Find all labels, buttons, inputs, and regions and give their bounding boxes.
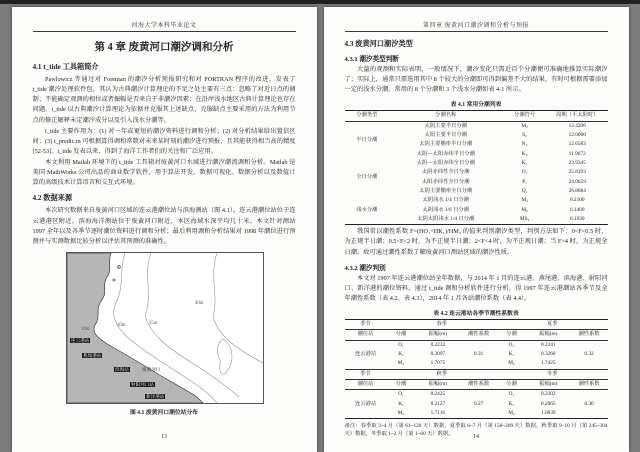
page-header-left: 河海大学本科毕业论文 bbox=[33, 20, 296, 32]
cell: 11.9672 bbox=[568, 150, 586, 157]
table-header-row bbox=[345, 330, 608, 340]
section-heading-4-3-2: 4.3.2 潮汐判别 bbox=[344, 264, 386, 272]
table-note: 备注：春季取 3~4 月（第 61~120 天）数据，夏季取 6~7 月（第 150~209 天）数据，秋季取 9~10 月（第 245~304 天）数据，冬季取 1~2 月（第 1~60 天）数据。 bbox=[344, 422, 608, 438]
cell: 0.30 bbox=[584, 400, 594, 407]
station-label-xinyanggang: 新洋港站 bbox=[146, 393, 165, 399]
cell: 0.2965 bbox=[541, 400, 556, 407]
coastline-map-graphic bbox=[67, 253, 263, 403]
cell: K₁ bbox=[398, 400, 404, 407]
cell: 25.8193 bbox=[568, 169, 586, 176]
cell: MS₄ bbox=[519, 216, 530, 223]
col-header: 潮性系数 bbox=[460, 380, 497, 390]
cell: 太阴主要椭率全日分潮 bbox=[419, 188, 473, 195]
table-header-row bbox=[345, 111, 608, 121]
station-map bbox=[66, 252, 264, 404]
common-constituents-table bbox=[345, 110, 608, 225]
table-row bbox=[345, 121, 608, 131]
station-label-sheyang: 射阳河口站 bbox=[131, 381, 154, 387]
table-4-1-caption: 表 4.1 常用分潮列表 bbox=[450, 102, 502, 109]
col-header: 潮位站 bbox=[345, 330, 387, 340]
station-label-lianyungang: 连云港站 bbox=[71, 337, 90, 343]
col-header: 潮位站 bbox=[345, 380, 387, 390]
cell bbox=[571, 359, 608, 369]
depth-label: 25m bbox=[149, 320, 158, 326]
constituent-group: 半日分潮 bbox=[356, 136, 378, 143]
cell: M₄ bbox=[521, 197, 528, 204]
cell: M₂ bbox=[397, 360, 405, 367]
constituent-group: 全日分潮 bbox=[356, 174, 378, 181]
cell: O₁ bbox=[508, 391, 515, 398]
station-cell: 连云港站 bbox=[354, 400, 377, 407]
cell: 太阳主要半日分潮 bbox=[424, 132, 467, 139]
cell: M₆ bbox=[521, 206, 528, 213]
cell: 6.2100 bbox=[569, 197, 585, 204]
cell: 季节 bbox=[345, 369, 387, 379]
col-header: 振幅(m) bbox=[526, 380, 571, 390]
table-4-2-caption: 表 4.2 连云港站各季节潮性系数表 bbox=[433, 311, 519, 318]
cell: 1.7075 bbox=[430, 360, 446, 367]
cell: O₁ bbox=[398, 341, 404, 348]
cell: 0.2232 bbox=[430, 341, 446, 348]
page-number-left: 13 bbox=[161, 434, 167, 440]
station-cell: 连云港站 bbox=[354, 351, 377, 358]
cell bbox=[460, 409, 497, 419]
section-heading-4-3: 4.3 废黄河口潮汐类型 bbox=[344, 40, 413, 48]
cell: 0.3260 bbox=[541, 351, 556, 358]
depth-label: 40m bbox=[195, 300, 204, 306]
cell: K₁ bbox=[398, 351, 404, 358]
cell bbox=[571, 390, 608, 400]
cell: 24.0659 bbox=[568, 178, 586, 185]
page-header-right: 第四章 废黄河口潮汐调和分析与预报 bbox=[345, 20, 608, 32]
col-header: 潮性系数 bbox=[571, 380, 608, 390]
cell: M₂ bbox=[508, 360, 515, 367]
col-header: 振幅(m) bbox=[416, 380, 461, 390]
cell: 0.2302 bbox=[541, 391, 556, 398]
section-heading-4-3-1: 4.3.1 潮汐类型判断 bbox=[344, 56, 399, 63]
cell: 1.7116 bbox=[430, 410, 446, 417]
cell: 12.6583 bbox=[568, 141, 586, 148]
col-header: 潮性系数 bbox=[460, 330, 497, 340]
cell: 0.2425 bbox=[430, 391, 446, 398]
col-header: 振幅(m) bbox=[526, 330, 571, 340]
cell: 1.6839 bbox=[541, 410, 556, 417]
cell: Q₁ bbox=[521, 188, 528, 195]
season-winter: 冬季 bbox=[497, 369, 607, 379]
cell: 太阴赤纬性全日分潮 bbox=[421, 169, 470, 176]
cell bbox=[571, 409, 608, 419]
cell: 12.0000 bbox=[568, 132, 586, 139]
depth-label: 20m bbox=[117, 322, 126, 328]
cell bbox=[460, 390, 497, 400]
table-row bbox=[345, 390, 608, 400]
paragraph-form-factor: 我国常以潮性系数 F=(HO₁+HK₁)/HM₂ 的值来判别潮汐类型，判别方法如下：0<F<0.5 时，为正规半日潮；0.5<F<2 时，为不正规半日潮；2<F<4 时，为不正规日潮；当 F>4 时，为正规全日潮。故可通过潮性系数了解废黄河口测站区域的潮汐性质。 bbox=[344, 228, 608, 256]
figure-map bbox=[66, 252, 262, 416]
cell: S₂ bbox=[522, 132, 528, 139]
paragraph-ttide-intro: Pawlowicz 等通过对 Foreman 的潮汐分析预报研究和对 FORTRAN 程序的改进，发表了 t_tide 潮汐处理软件包。其认为古典潮汐计算理论的不足之处主要有三点：忽略了对近日点的调制；不能确定观测的相位或者振幅是否来自于非潮汐因素；在沿岸浅水地区古典计算理论也存在问题。t_tide 以古典潮汐计算理论为依据并克服其上述缺点，克服缺点主要采用的方法为利用节点的修正解释未定潮汐成分以及引入浅水分潮等。 bbox=[32, 76, 296, 124]
table-row bbox=[345, 159, 608, 168]
cell: 0.2241 bbox=[541, 341, 556, 348]
station-label-binhai: 滨海站 bbox=[115, 366, 129, 372]
cell: 6.1400 bbox=[569, 206, 585, 213]
cell: K₁ bbox=[508, 400, 515, 407]
cell: 太阴太阳浅水 1/4 日分潮 bbox=[417, 216, 475, 223]
cell: 1.7425 bbox=[541, 360, 556, 367]
depth-label: 10m bbox=[81, 326, 90, 332]
cell: 季节 bbox=[345, 320, 387, 330]
cell: P₁ bbox=[522, 178, 528, 185]
table-row bbox=[345, 340, 608, 350]
document-canvas bbox=[0, 4, 640, 452]
cell: K₁ bbox=[521, 160, 528, 167]
season-header-row bbox=[345, 369, 608, 379]
paragraph-analysis-data: 本文对 1997 年连云港潮位站全年数据，与 2014 年 1 月的连云港、燕尾港、滨海港、射阳河口、新洋港的潮位资料，通过 t_tide 调和分析软件进行分析，得 1997 年连云港潮站各季节及全年潮性系数（表 4.2、表 4.3），2014 年 1 月各站潮位系数（表 4.4）。 bbox=[344, 274, 608, 302]
cell: 太阴浅水 1/4 日分潮 bbox=[422, 197, 469, 204]
cell: 6.1030 bbox=[569, 216, 585, 223]
cell: 0.27 bbox=[473, 400, 484, 407]
col-header: 分潮 bbox=[387, 330, 416, 340]
cell: N₂ bbox=[521, 141, 528, 148]
paragraph-matlab: 本文利用 Matlab 环境下的 t_tide 工具箱对废黄河口水域进行潮汐潮流调和分析。Matlab 是美国 MathWorks 公司出品的商业数学软件，用于算法开发、数据可视化、数据分析以及数值计算的高级技术计算语言和交互式环境。 bbox=[32, 159, 296, 187]
cell: O₁ bbox=[508, 341, 515, 348]
season-summer: 夏季 bbox=[497, 320, 607, 330]
contour-40m bbox=[213, 253, 263, 363]
paragraph-constituents: 大量的观测和实际表明，一般情况下，潮汐变化只需近百个分潮便可准确地推算实际潮汐了；实际上，通常只需选用其中 8 个较大的分潮即可得到偏差不大的结果，有时可根据需要添加一定的浅水分潮。常用的 8 个分潮和 3 个浅水分潮如表 4-1 所示。 bbox=[344, 66, 608, 94]
cell: K₂ bbox=[521, 150, 528, 157]
figure-caption: 图 4.1 废黄河口潮位站分布 bbox=[129, 409, 199, 416]
section-heading-4-1: 4.1 t_tide 工具箱简介 bbox=[32, 63, 99, 71]
col-header: 分潮 bbox=[497, 330, 526, 340]
col-header: 分潮符号 bbox=[502, 111, 547, 121]
cell: M₂ bbox=[508, 410, 515, 417]
table-header-row bbox=[345, 380, 608, 390]
tide-coefficient-table bbox=[345, 319, 608, 419]
cell: K₁ bbox=[508, 351, 515, 358]
cell: 0.3097 bbox=[430, 351, 446, 358]
cell: 太阳赤纬性全日分潮 bbox=[421, 178, 470, 185]
island bbox=[117, 265, 120, 268]
estuary-label: 废黄河口 bbox=[142, 366, 161, 372]
cell bbox=[460, 340, 497, 350]
page-right bbox=[324, 7, 629, 452]
chapter-title: 第 4 章 废黄河口潮汐调和分析 bbox=[94, 42, 234, 53]
cell: O₁ bbox=[521, 169, 528, 176]
col-header: 潮性系数 bbox=[571, 330, 608, 340]
cell bbox=[460, 359, 497, 369]
cell: M₂ bbox=[521, 122, 528, 129]
station-label-yanweigang: 燕尾港站 bbox=[83, 352, 102, 358]
col-header: 周期（平太阳时） bbox=[547, 111, 608, 121]
cell bbox=[571, 340, 608, 350]
cell: 23.9345 bbox=[568, 160, 586, 167]
paragraph-data-source: 本次研究数据来自废黄河口区域的连云港潮位站与滨海测站（图 4.1）。连云港潮位站位于连云港港区附近，滨海海洋测站位于废黄河口附近，本区海域水深平均几十米。本文针对测站 1997 全年以及各季节逐时潮位资料进行调和分析；最后利用调和分析结果对 1998 年潮位进行预测并与实测数据比较分析以评估其预测的准确性。 bbox=[32, 207, 296, 245]
cell: 太阴浅水 1/6 日分潮 bbox=[422, 206, 469, 213]
col-header: 分潮类型 bbox=[345, 111, 390, 121]
col-header: 分潮 bbox=[497, 380, 526, 390]
page-number-right: 14 bbox=[473, 434, 479, 440]
cell: M₂ bbox=[397, 410, 405, 417]
page-left bbox=[12, 7, 317, 452]
col-header: 分潮名称 bbox=[389, 111, 502, 121]
col-header: 分潮 bbox=[387, 380, 416, 390]
cell: 太阴—太阳赤纬半日分潮 bbox=[416, 150, 475, 157]
cell: O₁ bbox=[398, 391, 404, 398]
cell: 26.8684 bbox=[568, 188, 586, 195]
col-header: 振幅(m) bbox=[416, 330, 461, 340]
paragraph-ttide-functions: t_tide 主要作用为：(1) 对一年或更短的潮汐资料进行调和分析；(2) 对分析结果给出置信区间；(3) t_predic.m 可根据算得调和常数对未来某时刻的潮汐进行预报，且其能获得相当高的精度[52-53]。t_tide 发表以来，得到了海洋工作者们的关注和广泛应用。 bbox=[32, 127, 296, 155]
season-autumn: 秋季 bbox=[387, 369, 497, 379]
constituent-group: 浅水分潮 bbox=[356, 206, 378, 213]
cell: 0.2127 bbox=[430, 400, 446, 407]
cell: 0.32 bbox=[584, 351, 594, 358]
season-spring: 春季 bbox=[387, 320, 497, 330]
season-header-row bbox=[345, 320, 608, 330]
cell: 太阴—太阳赤纬全日分潮 bbox=[416, 160, 475, 167]
section-heading-4-2: 4.2 数据来源 bbox=[32, 194, 73, 203]
cell: 12.4206 bbox=[568, 122, 586, 129]
island bbox=[113, 279, 115, 281]
contour-loop bbox=[217, 339, 232, 374]
cell: 太阴主要半日分潮 bbox=[424, 122, 467, 129]
cell: 太阴主要椭率半日分潮 bbox=[419, 141, 473, 148]
cell: 0.31 bbox=[473, 351, 484, 358]
table-row bbox=[345, 196, 608, 205]
